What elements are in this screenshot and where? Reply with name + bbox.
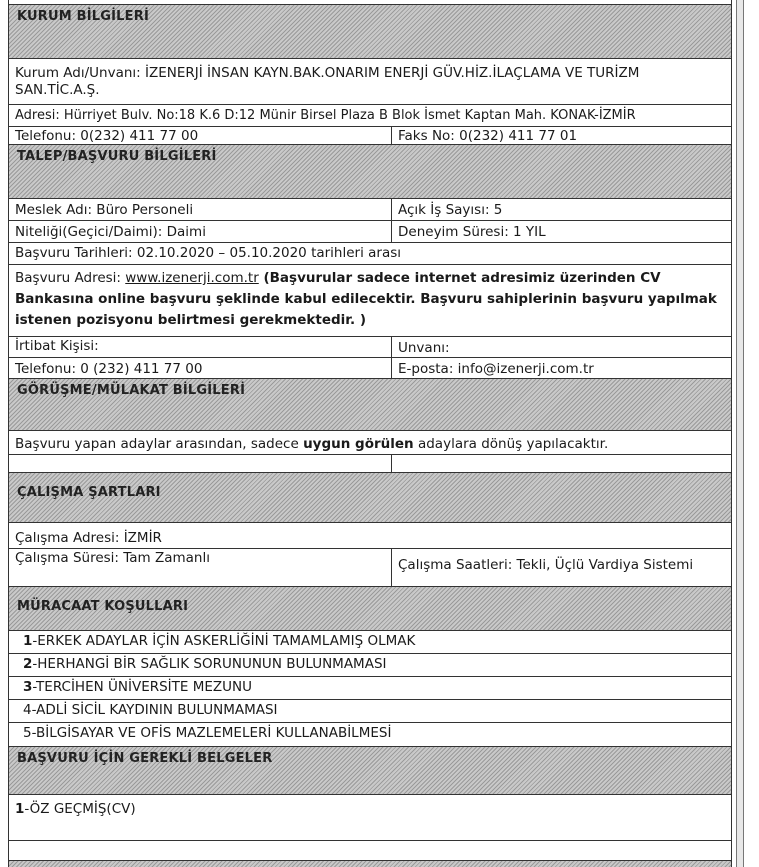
section-title-calisma: ÇALIŞMA ŞARTLARI <box>17 485 161 500</box>
talep-adres-note1: (Başvurular sadece internet adresimiz üzerinden CV <box>258 270 661 286</box>
talep-eposta: E-posta: info@izenerji.com.tr <box>391 358 600 378</box>
section-header-gorusme <box>9 378 731 430</box>
kurum-adres: Adresi: Hürriyet Bulv. No:18 K.6 D:12 Münir Birsel Plaza B Blok İsmet Kaptan Mah. KONAK-İZMİR <box>15 108 636 123</box>
talep-adres-line1 <box>15 270 725 287</box>
talep-irtibat: İrtibat Kişisi: <box>15 338 99 354</box>
kosul-text: 4-ADLİ SİCİL KAYDININ BULUNMAMASI <box>23 702 278 718</box>
belge-blank-row-1 <box>9 840 731 860</box>
kurum-adi-row <box>9 58 731 104</box>
section-title-muracaat: MÜRACAAT KOŞULLARI <box>17 599 189 614</box>
talep-adres-note2: Bankasına online başvuru şeklinde kabul edilecektir. Başvuru sahiplerinin başvuru yapılmak <box>15 291 717 307</box>
kosul-text: 5-BİLGİSAYAR VE OFİS MAZLEMELERİ KULLANABİLMESİ <box>23 725 392 741</box>
kosul-row <box>9 676 731 699</box>
next-section-strip <box>9 860 731 867</box>
talep-telefon: Telefonu: 0 (232) 411 77 00 <box>15 361 203 377</box>
kosul-number: 2 <box>23 656 33 672</box>
talep-deneyim: Deneyim Süresi: 1 YIL <box>391 221 552 242</box>
gorusme-text <box>15 436 725 453</box>
gorusme-blank-row <box>9 454 731 472</box>
talep-niteligi: Niteliği(Geçici/Daimi): Daimi <box>15 224 206 240</box>
calisma-sure-row <box>9 548 731 586</box>
kosul-text: -ERKEK ADAYLAR İÇİN ASKERLİĞİNİ TAMAMLAMIŞ OLMAK <box>32 633 416 649</box>
kosul-item <box>23 656 725 673</box>
talep-nitelik-row <box>9 220 731 242</box>
talep-adres-row <box>9 264 731 336</box>
section-title-belgeler: BAŞVURU İÇİN GEREKLİ BELGELER <box>17 751 273 766</box>
gorusme-text-b: uygun görülen <box>303 436 414 452</box>
calisma-saatler: Çalışma Saatleri: Tekli, Üçlü Vardiya Sistemi <box>391 549 699 586</box>
kosul-row <box>9 630 731 653</box>
section-header-kurum <box>9 4 731 58</box>
kurum-adi-line1: Kurum Adı/Unvanı: İZENERJİ İNSAN KAYN.BAK.ONARIM ENERJİ GÜV.HİZ.İLAÇLAMA VE TURİZM <box>15 65 640 81</box>
kosul-row <box>9 722 731 745</box>
kosul-item <box>23 702 725 719</box>
section-header-muracaat <box>9 586 731 630</box>
document-page <box>8 0 732 867</box>
page-edge-scan <box>736 0 744 867</box>
section-title-talep: TALEP/BAŞVURU BİLGİLERİ <box>17 149 217 164</box>
kurum-telefon: Telefonu: 0(232) 411 77 00 <box>15 128 199 144</box>
kosul-item <box>23 679 725 696</box>
gorusme-text-c: adaylara dönüş yapılacaktır. <box>413 436 609 452</box>
belge-row <box>9 794 731 840</box>
kurum-adres-row <box>9 104 731 126</box>
talep-acik-is: Açık İş Sayısı: 5 <box>391 199 508 220</box>
section-header-belgeler <box>9 746 731 794</box>
section-title-kurum: KURUM BİLGİLERİ <box>17 9 149 24</box>
kurum-adi-line2: SAN.TİC.A.Ş. <box>15 82 100 98</box>
kosul-text: -TERCİHEN ÜNİVERSİTE MEZUNU <box>32 679 253 695</box>
kosul-number: 1 <box>23 633 33 649</box>
section-title-gorusme: GÖRÜŞME/MÜLAKAT BİLGİLERİ <box>17 383 246 398</box>
talep-adres-label: Başvuru Adresi: <box>15 270 126 286</box>
calisma-adres: Çalışma Adresi: İZMİR <box>15 530 162 546</box>
calisma-sure: Çalışma Süresi: Tam Zamanlı <box>15 550 210 566</box>
section-header-calisma <box>9 472 731 522</box>
talep-tarihler-row <box>9 242 731 264</box>
talep-adres-link[interactable]: www.izenerji.com.tr <box>125 270 259 286</box>
talep-irtibat-row <box>9 336 731 357</box>
kosul-number: 3 <box>23 679 33 695</box>
gorusme-blank-cell <box>391 455 404 472</box>
kosul-row <box>9 653 731 676</box>
calisma-adres-row <box>9 522 731 548</box>
talep-unvani: Unvanı: <box>391 337 456 357</box>
section-header-talep <box>9 144 731 198</box>
kosul-item <box>23 725 725 742</box>
kurum-faks: Faks No: 0(232) 411 77 01 <box>391 127 583 144</box>
kosul-text: -HERHANGİ BİR SAĞLIK SORUNUNUN BULUNMAMASI <box>32 656 387 672</box>
belge-number: 1 <box>15 801 25 817</box>
talep-meslek: Meslek Adı: Büro Personeli <box>15 202 194 218</box>
belge-item <box>15 801 725 818</box>
talep-adres-note3: istenen pozisyonu belirtmesi gerekmektedir. ) <box>15 312 367 328</box>
kurum-telefon-row <box>9 126 731 144</box>
gorusme-text-row <box>9 430 731 454</box>
kosul-row <box>9 699 731 722</box>
belge-text: -ÖZ GEÇMİŞ(CV) <box>24 801 136 817</box>
talep-iletisim-row <box>9 357 731 378</box>
gorusme-text-a: Başvuru yapan adaylar arasından, sadece <box>15 436 304 452</box>
kosul-item <box>23 633 725 650</box>
talep-tarihler: Başvuru Tarihleri: 02.10.2020 – 05.10.2020 tarihleri arası <box>15 245 402 261</box>
talep-meslek-row <box>9 198 731 220</box>
